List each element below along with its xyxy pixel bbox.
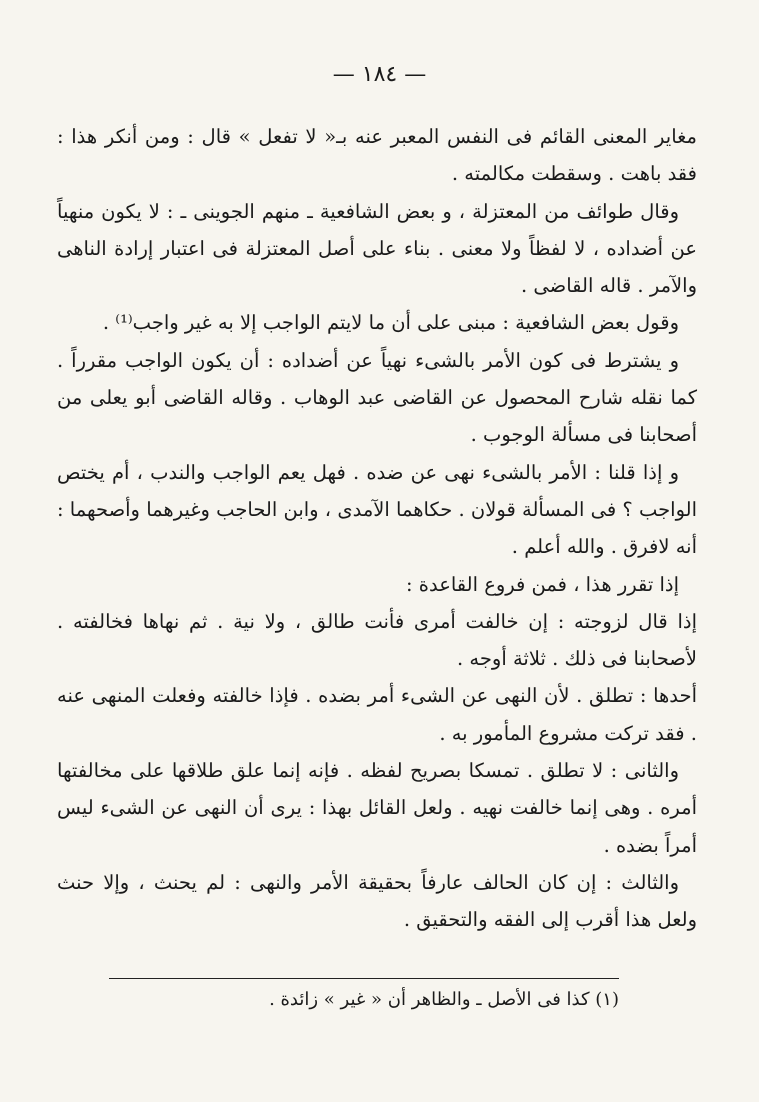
paragraph: والثانى : لا تطلق . تمسكا بصريح لفظه . فإنه إنما علق طلاقها على مخالفتها أمره . وهى إنما خالفت نهيه . ولعل القائل بهذا : يرى أن النهى عن الشىء ليس أمراً بضده . [57,759,697,857]
paragraph: و يشترط فى كون الأمر بالشىء نهياً عن أضداده : أن يكون الواجب مقرراً . كما نقله شارح المحصول عن القاضى عبد الوهاب . وقاله القاضى أبو يعلى من أصحابنا فى مسألة الوجوب . [57,348,697,447]
paragraph: و إذا قلنا : الأمر بالشىء نهى عن ضده . فهل يعم الواجب والندب ، أم يختص الواجب ؟ فى المسألة قولان . حكاهما الآمدى ، وابن الحاجب وغيرهما وأصحهما : أنه لافرق . والله أعلم . [57,460,697,559]
paragraph: مغاير المعنى القائم فى النفس المعبر عنه بـ« لا تفعل » قال : ومن أنكر هذا : فقد باهت . وسقطت مكالمته . [57,125,697,186]
paragraph: إذا قال لزوجته : إن خالفت أمرى فأنت طالق ، ولا نية . ثم نهاها فخالفته . لأصحابنا فى ذلك . ثلاثة أوجه . [57,609,697,671]
paragraph: وقال طوائف من المعتزلة ، و بعض الشافعية ـ منهم الجوينى ـ : لا يكون منهياً عن أضداده ، لا لفظاً ولا معنى . بناء على أصل المعتزلة فى اعتبار إرادة الناهى والآمر . قاله القاضى . [57,199,697,298]
paragraph: أحدها : تطلق . لأن النهى عن الشىء أمر بضده . فإذا خالفته وفعلت المنهى عنه . فقد تركت مشروع المأمور به . [57,684,697,745]
footnote: (١) كذا فى الأصل ـ والظاهر أن « غير » زائدة . [269,989,619,1010]
page-number: — ١٨٤ — [332,62,427,87]
paragraph: إذا تقرر هذا ، فمن فروع القاعدة : [406,572,679,596]
paragraph: والثالث : إن كان الحالف عارفاً بحقيقة الأمر والنهى : لم يحنث ، وإلا حنث ولعل هذا أقرب إلى الفقه والتحقيق . [57,870,697,932]
footnote-divider [109,978,619,979]
paragraph: وقول بعض الشافعية : مبنى على أن ما لايتم الواجب إلا به غير واجب⁽¹⁾ . [102,311,679,335]
main-text [57,118,697,939]
